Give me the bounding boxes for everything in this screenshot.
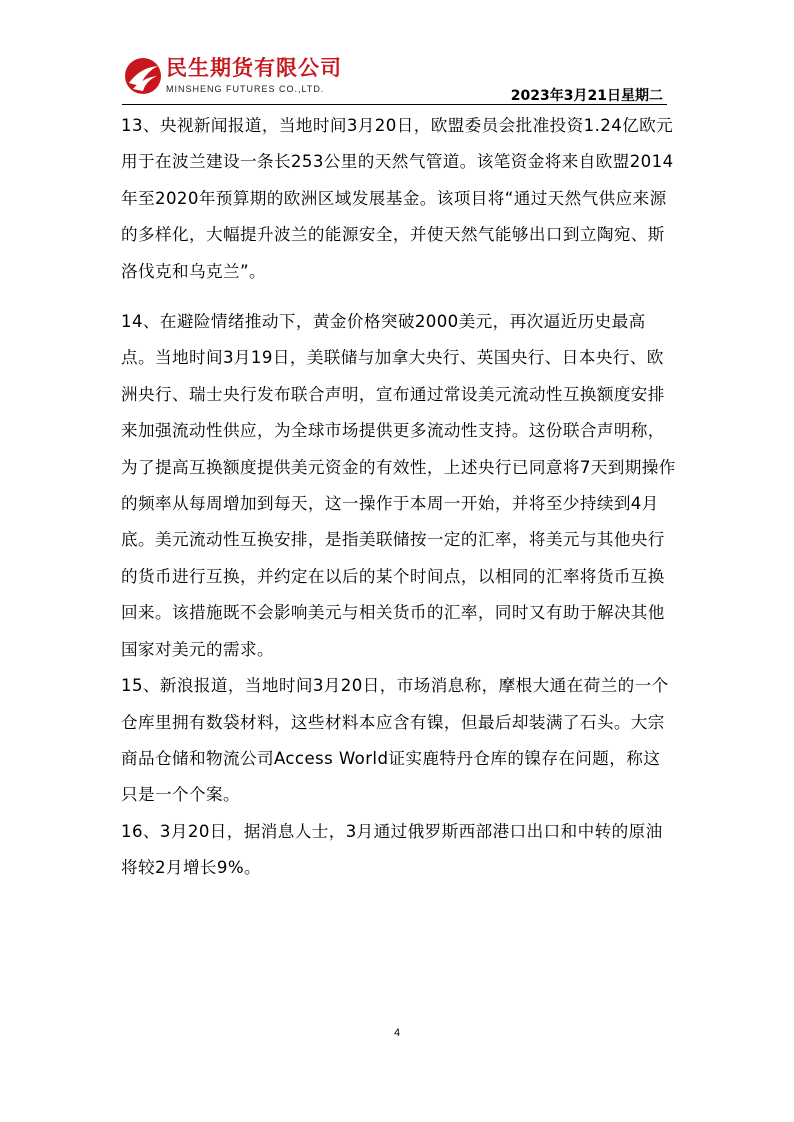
- news-content: [121, 108, 676, 887]
- news-item-14: 14、在避险情绪推动下，黄金价格突破2000美元，再次逼近历史最高点。当地时间3月19日，美联储与加拿大央行、英国央行、日本央行、欧洲央行、瑞士央行发布联合声明，宣布通过常设美元流动性互换额度安排来加强流动性供应，为全球市场提供更多流动性支持。这份联合声明称，为了提高互换额度提供美元资金的有效性，上述央行已同意将7天到期操作的频率从每周增加到每天，这一操作于本周一开始，并将至少持续到4月底。美元流动性互换安排，是指美联储按一定的汇率，将美元与其他央行的货币进行互换，并约定在以后的某个时间点，以相同的汇率将货币互换回来。该措施既不会影响美元与相关货币的汇率，同时又有助于解决其他国家对美元的需求。: [121, 312, 676, 659]
- page-number: 4: [393, 1027, 401, 1039]
- news-item-15: 15、新浪报道，当地时间3月20日，市场消息称，摩根大通在荷兰的一个仓库里拥有数袋材料，这些材料本应含有镍，但最后却装满了石头。大宗商品仓储和物流公司Access World证实鹿特丹仓库的镍存在问题，称这只是一个个案。: [121, 676, 669, 805]
- news-item-16: 16、3月20日，据消息人士，3月通过俄罗斯西部港口出口和中转的原油将较2月增长9%。: [121, 821, 663, 878]
- news-item-13: 13、央视新闻报道，当地时间3月20日，欧盟委员会批准投资1.24亿欧元用于在波兰建设一条长253公里的天然气管道。该笔资金将来自欧盟2014年至2020年预算期的欧洲区域发展基金。该项目将“通过天然气供应来源的多样化，大幅提升波兰的能源安全，并使天然气能够出口到立陶宛、斯洛伐克和乌克兰”。: [121, 116, 674, 281]
- report-date: 2023年3月21日星期二: [510, 88, 663, 104]
- header-divider: [122, 104, 667, 105]
- company-name-en: MINSHENG FUTURES CO.,LTD.: [166, 84, 325, 94]
- page-header: [0, 0, 794, 110]
- minsheng-logo-icon: [123, 56, 163, 96]
- company-name-cn: 民生期货有限公司: [166, 56, 342, 80]
